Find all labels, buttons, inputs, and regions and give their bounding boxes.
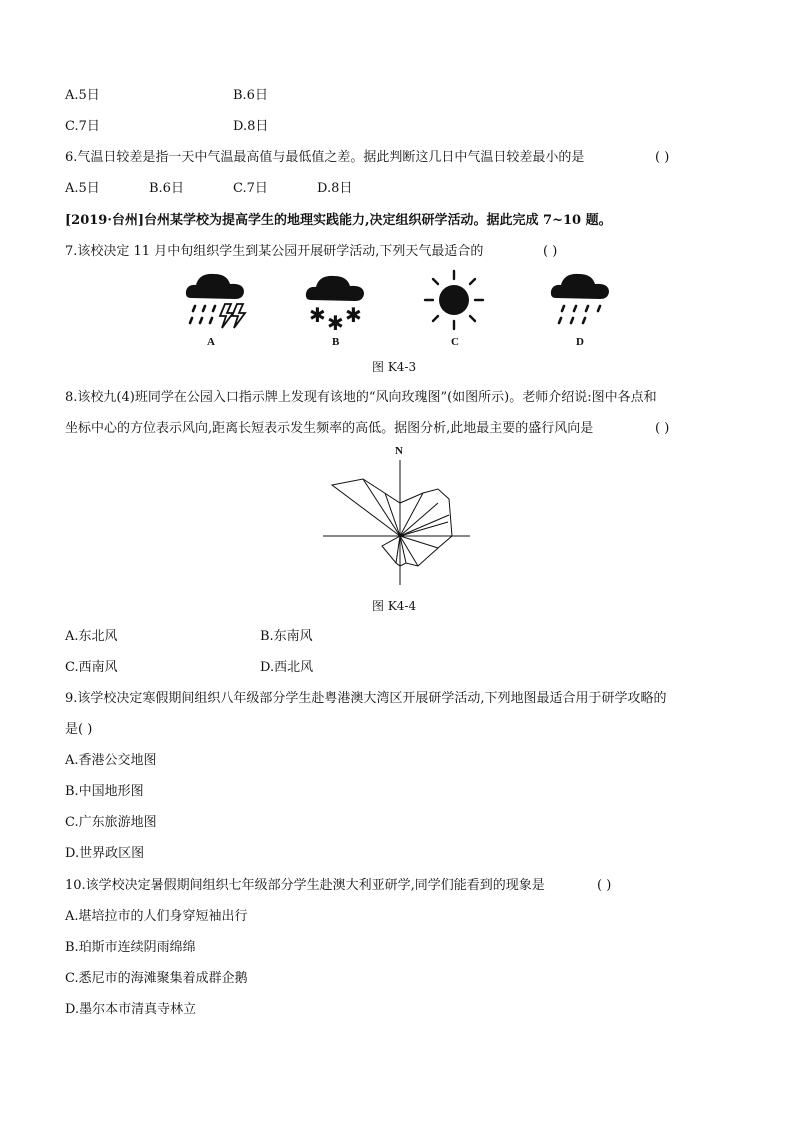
q5-option-a: A.5日 — [65, 88, 100, 103]
q6-option-a: A.5日 — [65, 181, 100, 196]
north-label: N — [395, 445, 403, 457]
q6-stem: 6.气温日较差是指一天中气温最高值与最低值之差。据此判断这几日中气温日较差最小的是 — [65, 150, 585, 165]
svg-text:✱: ✱ — [309, 303, 326, 327]
q10-option-d: D.墨尔本市清真寺林立 — [65, 1002, 197, 1017]
section-intro: [2019·台州]台州某学校为提高学生的地理实践能力,决定组织研学活动。据此完成 7~10 题。 — [65, 213, 612, 228]
snow-icon — [303, 270, 367, 335]
q9-stem-line1: 9.该学校决定寒假期间组织八年级部分学生赴粤港澳大湾区开展研学活动,下列地图最适合用于研学攻略的 — [65, 691, 667, 706]
q7-label-c: C — [451, 336, 459, 348]
q6-option-b: B.6日 — [149, 181, 184, 196]
q6-option-d: D.8日 — [317, 181, 353, 196]
q8-stem-line2: 坐标中心的方位表示风向,距离长短表示发生频率的高低。据图分析,此地最主要的盛行风向是 — [65, 421, 594, 436]
rain-icon — [548, 268, 612, 332]
q7-label-b: B — [332, 336, 340, 348]
q9-option-a: A.香港公交地图 — [65, 753, 157, 768]
sunny-icon — [422, 268, 486, 332]
q6-option-c: C.7日 — [233, 181, 268, 196]
q9-stem-line2: 是( ) — [65, 722, 93, 737]
q7-label-d: D — [576, 336, 584, 348]
q6-answer-paren: ( ) — [655, 150, 670, 165]
figure-caption-k4-3: 图 K4-3 — [372, 360, 417, 374]
q5-option-b: B.6日 — [233, 88, 268, 103]
q8-option-b: B.东南风 — [260, 629, 313, 644]
q8-option-c: C.西南风 — [65, 660, 118, 675]
q10-answer-paren: ( ) — [597, 878, 612, 893]
thunderstorm-icon — [183, 268, 247, 332]
q7-stem: 7.该校决定 11 月中旬组织学生到某公园开展研学活动,下列天气最适合的 — [65, 244, 484, 259]
q8-option-a: A.东北风 — [65, 629, 118, 644]
svg-text:✱: ✱ — [345, 303, 362, 327]
q9-option-b: B.中国地形图 — [65, 784, 144, 799]
figure-caption-k4-4: 图 K4-4 — [372, 599, 417, 613]
q5-option-d: D.8日 — [233, 119, 269, 134]
q10-option-c: C.悉尼市的海滩聚集着成群企鹅 — [65, 971, 248, 986]
q9-option-d: D.世界政区图 — [65, 846, 145, 861]
q9-option-c: C.广东旅游地图 — [65, 815, 157, 830]
q10-option-a: A.堪培拉市的人们身穿短袖出行 — [65, 909, 248, 924]
q8-option-d: D.西北风 — [260, 660, 314, 675]
q10-stem: 10.该学校决定暑假期间组织七年级部分学生赴澳大利亚研学,同学们能看到的现象是 — [65, 878, 545, 893]
svg-text:✱: ✱ — [327, 311, 344, 335]
q8-answer-paren: ( ) — [655, 421, 670, 436]
q7-label-a: A — [207, 336, 215, 348]
q10-option-b: B.珀斯市连续阴雨绵绵 — [65, 940, 196, 955]
wind-rose-diagram — [320, 445, 472, 587]
q7-answer-paren: ( ) — [543, 244, 558, 259]
q5-option-c: C.7日 — [65, 119, 100, 134]
q8-stem-line1: 8.该校九(4)班同学在公园入口指示牌上发现有该地的“风向玫瑰图”(如图所示)。老师介绍说:图中各点和 — [65, 390, 657, 405]
